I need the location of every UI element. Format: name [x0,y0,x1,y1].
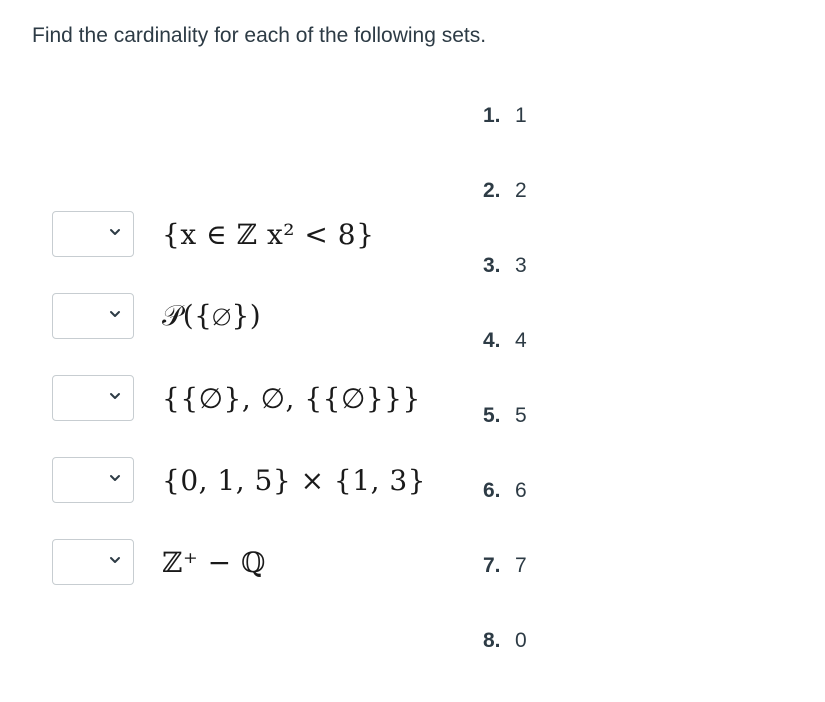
question-row-5 [52,521,452,603]
question-row-3 [52,357,452,439]
chevron-down-icon [109,390,121,402]
option-number: 7. [483,554,501,577]
option-label: 1 [515,104,527,127]
answer-option-5 [483,402,603,477]
option-number: 8. [483,629,501,652]
answer-option-3 [483,252,603,327]
chevron-down-icon [109,554,121,566]
option-number: 3. [483,254,501,277]
option-number: 6. [483,479,501,502]
set-expression-5: ℤ⁺ − ℚ [162,545,266,579]
answer-dropdown-1[interactable] [52,211,134,257]
option-label: 3 [515,254,527,277]
option-label: 6 [515,479,527,502]
option-number: 5. [483,404,501,427]
option-number: 2. [483,179,501,202]
answer-dropdown-4[interactable] [52,457,134,503]
question-row-2 [52,275,452,357]
question-row-1 [52,193,452,275]
option-number: 1. [483,104,501,127]
answer-option-4 [483,327,603,402]
answer-option-6 [483,477,603,552]
answer-options-list [483,102,603,702]
option-label: 2 [515,179,527,202]
set-expression-2: 𝒫({∅}) [162,299,262,332]
set-expression-4: {0, 1, 5} × {1, 3} [162,463,426,497]
answer-dropdown-2[interactable] [52,293,134,339]
answer-dropdown-5[interactable] [52,539,134,585]
question-row-4 [52,439,452,521]
chevron-down-icon [109,308,121,320]
option-number: 4. [483,329,501,352]
option-label: 7 [515,554,527,577]
matching-questions [52,193,452,603]
set-expression-1: {x ∈ ℤ x² < 8} [162,217,375,251]
option-label: 0 [515,629,527,652]
option-label: 4 [515,329,527,352]
answer-option-1 [483,102,603,177]
answer-option-7 [483,552,603,627]
question-prompt: Find the cardinality for each of the following sets. [32,24,487,47]
answer-option-8 [483,627,603,702]
set-expression-3: {{∅}, ∅, {{∅}}} [162,381,421,415]
chevron-down-icon [109,226,121,238]
answer-dropdown-3[interactable] [52,375,134,421]
answer-option-2 [483,177,603,252]
option-label: 5 [515,404,527,427]
chevron-down-icon [109,472,121,484]
